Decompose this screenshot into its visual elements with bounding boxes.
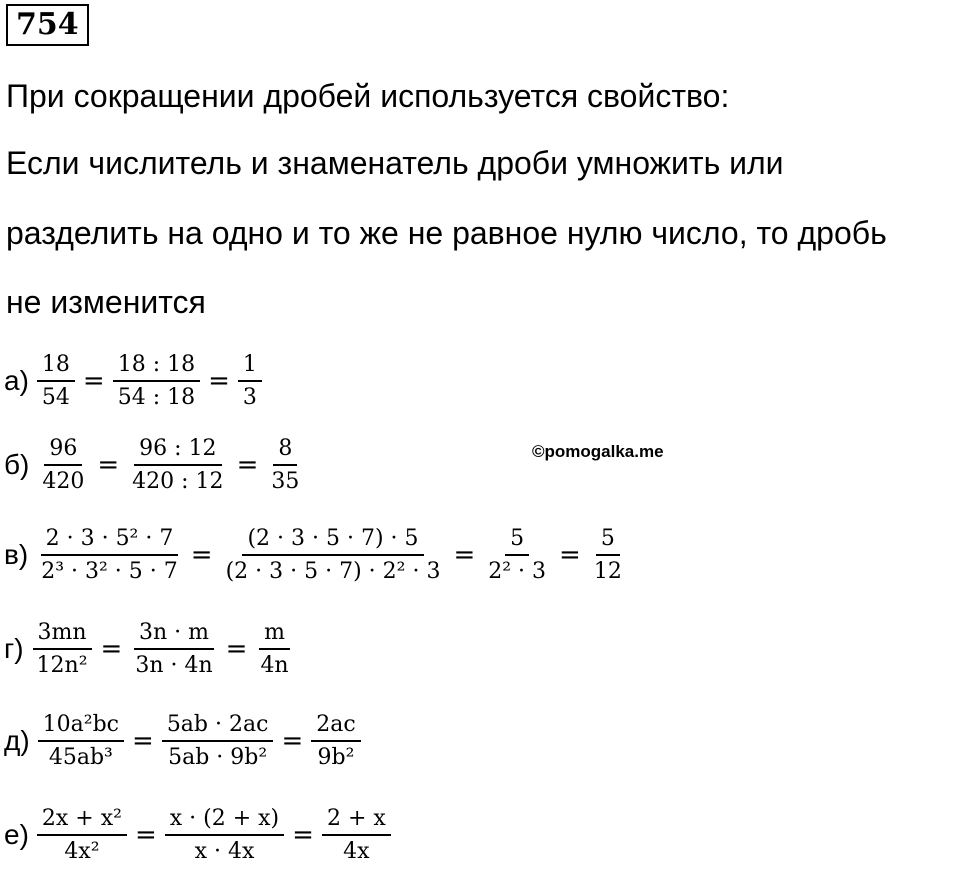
fraction-numerator: 8 — [273, 436, 297, 466]
fraction-numerator: m — [259, 620, 290, 650]
equals-sign: = — [559, 540, 581, 571]
fraction — [37, 436, 89, 495]
fraction-numerator: 18 — [37, 352, 75, 382]
fraction-numerator: 2 · 3 · 5² · 7 — [41, 526, 179, 556]
fraction-denominator: 420 — [42, 469, 85, 495]
fraction — [238, 352, 262, 411]
equals-sign: = — [208, 366, 230, 397]
fraction-denominator: 5ab · 9b² — [168, 745, 268, 771]
fraction-denominator: 3 — [242, 385, 257, 411]
item-label: в) — [4, 539, 29, 571]
fraction-denominator: 12 — [593, 559, 622, 585]
solution-row — [4, 526, 631, 585]
solution-row — [4, 436, 308, 495]
fraction-denominator: 4n — [260, 653, 289, 679]
equals-sign: = — [225, 634, 248, 665]
equals-sign: = — [292, 820, 314, 851]
fraction-denominator: 4x — [343, 839, 370, 865]
item-label: г) — [4, 633, 24, 665]
fraction — [38, 712, 124, 771]
fraction — [37, 806, 127, 865]
fraction-numerator: 1 — [238, 352, 262, 382]
fraction-numerator: x · (2 + x) — [165, 806, 284, 836]
fraction-numerator: 96 — [44, 436, 82, 466]
fraction-numerator: 10a²bc — [38, 712, 124, 742]
fraction-denominator: 54 — [41, 385, 70, 411]
fraction-numerator: 3mn — [33, 620, 92, 650]
problem-number: 754 — [6, 4, 89, 46]
fraction-numerator: 2x + x² — [37, 806, 127, 836]
fraction — [266, 436, 304, 495]
fraction — [322, 806, 391, 865]
item-label: а) — [4, 365, 29, 397]
fraction — [165, 806, 284, 865]
fraction-denominator: 12n² — [36, 653, 88, 679]
fraction-denominator: 2² · 3 — [488, 559, 547, 585]
equals-sign: = — [132, 726, 154, 757]
equals-sign: = — [190, 540, 213, 571]
equals-sign: = — [134, 820, 157, 851]
text-line: разделить на одно и то же не равное нулю число, то дробь — [6, 215, 887, 251]
fraction-denominator: 9b² — [317, 745, 355, 771]
fraction-numerator: 5 — [505, 526, 529, 556]
fraction — [130, 620, 217, 679]
fraction — [255, 620, 293, 679]
fraction-numerator: 5ab · 2ac — [162, 712, 274, 742]
item-label: е) — [4, 819, 29, 851]
text-line: не изменится — [6, 284, 206, 320]
fraction-numerator: 2ac — [311, 712, 360, 742]
fraction-denominator: 35 — [271, 469, 300, 495]
text-line: Если числитель и знаменатель дроби умножить или — [6, 145, 784, 181]
fraction — [113, 352, 200, 411]
fraction-numerator: 3n · m — [134, 620, 214, 650]
fraction — [162, 712, 274, 771]
fraction-denominator: 2³ · 3² · 5 · 7 — [41, 559, 178, 585]
equals-sign: = — [100, 634, 123, 665]
fraction-denominator: 45ab³ — [48, 745, 113, 771]
fraction-denominator: x · 4x — [194, 839, 255, 865]
equals-sign: = — [236, 450, 259, 481]
fraction — [36, 526, 183, 585]
fraction-denominator: 4x² — [64, 839, 100, 865]
solution-row — [4, 806, 395, 865]
solution-row — [4, 620, 298, 679]
watermark: ©pomogalka.me — [532, 442, 664, 461]
item-label: д) — [4, 725, 30, 757]
equals-sign: = — [453, 540, 476, 571]
fraction — [37, 352, 75, 411]
fraction — [127, 436, 228, 495]
fraction-denominator: 3n · 4n — [135, 653, 213, 679]
item-label: б) — [4, 449, 30, 481]
fraction-numerator: 18 : 18 — [113, 352, 200, 382]
fraction-denominator: (2 · 3 · 5 · 7) · 2² · 3 — [225, 559, 441, 585]
equals-sign: = — [97, 450, 120, 481]
fraction-numerator: 96 : 12 — [134, 436, 221, 466]
fraction-denominator: 420 : 12 — [132, 469, 224, 495]
fraction — [221, 526, 446, 585]
fraction — [311, 712, 360, 771]
equals-sign: = — [281, 726, 304, 757]
fraction — [32, 620, 93, 679]
fraction — [589, 526, 627, 585]
solution-row — [4, 712, 365, 771]
solution-row — [4, 352, 266, 411]
equals-sign: = — [82, 366, 105, 397]
fraction-numerator: 5 — [596, 526, 620, 556]
fraction — [483, 526, 551, 585]
text-line: При сокращении дробей используется свойство: — [6, 78, 730, 114]
fraction-denominator: 54 : 18 — [117, 385, 196, 411]
fraction-numerator: (2 · 3 · 5 · 7) · 5 — [242, 526, 423, 556]
fraction-numerator: 2 + x — [322, 806, 391, 836]
